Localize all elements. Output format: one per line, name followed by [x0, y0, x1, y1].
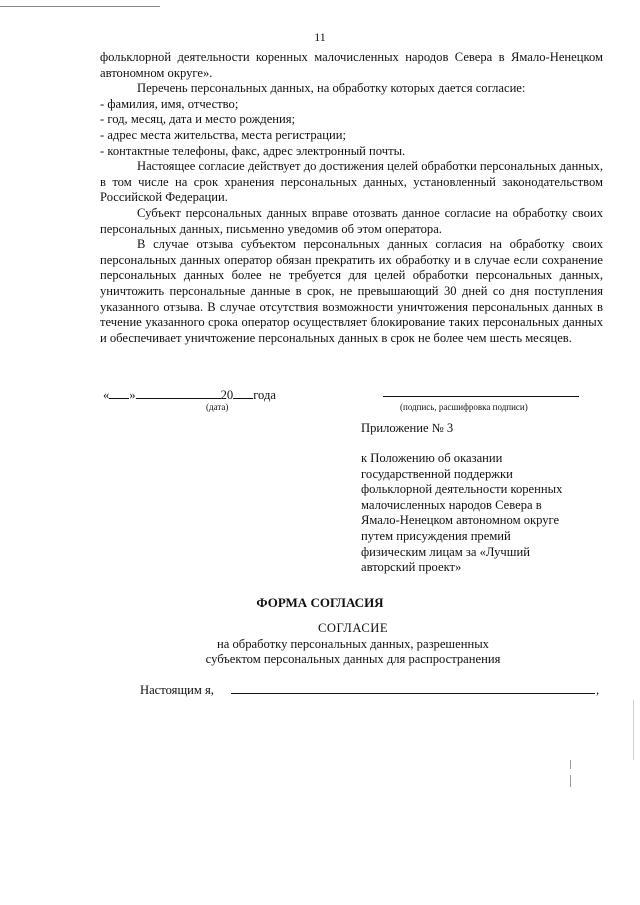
signature-caption: (подпись, расшифровка подписи) [400, 402, 528, 412]
year-prefix: 20 [220, 388, 234, 402]
appendix-reference [361, 451, 621, 576]
form-title: ФОРМА СОГЛАСИЯ [256, 595, 384, 610]
appendix-line: государственной поддержки [361, 466, 513, 481]
page-number: 11 [314, 30, 326, 44]
appendix-title-text: Приложение № 3 [361, 421, 454, 435]
scan-edge-mark [633, 700, 634, 760]
document-body [100, 50, 603, 346]
appendix-line: фольклорной деятельности коренных [361, 482, 563, 497]
year-suffix: года [253, 388, 276, 402]
appendix-line: авторский проект» [361, 560, 462, 575]
appendix-line: малочисленных народов Севера в [361, 497, 542, 512]
scan-mark [570, 775, 571, 787]
quote-close: » [129, 388, 136, 402]
i-hereby-label: Настоящим я, [140, 683, 214, 697]
list-item: - фамилия, имя, отчество; [100, 96, 239, 111]
month-blank [136, 387, 221, 399]
consent-subtitle: на обработку персональных данных, разрешенных [217, 636, 489, 651]
date-field [103, 387, 276, 403]
year-blank [233, 387, 253, 399]
quote-open: « [103, 388, 110, 402]
signature-line [383, 396, 579, 397]
appendix-title [361, 421, 621, 437]
list-item: - контактные телефоны, факс, адрес электронный почты. [100, 143, 406, 158]
list-item: - год, месяц, дата и место рождения; [100, 112, 296, 127]
paragraph: фольклорной деятельности коренных малочисленных народов Севера в Ямало-Ненецком автономном округе». [100, 50, 603, 80]
list-item: - адрес места жительства, места регистрации; [100, 127, 346, 142]
scan-mark [570, 760, 571, 769]
paragraph: Перечень персональных данных, на обработку которых дается согласие: [137, 81, 526, 96]
name-blank-line [231, 693, 595, 694]
appendix-line: путем присуждения премий [361, 528, 511, 543]
paragraph: Субъект персональных данных вправе отозвать данное согласие на обработку своих персональных данных, письменно уведомив об этом оператора. [100, 205, 603, 236]
appendix-line: Ямало-Ненецком автономном округе [361, 513, 560, 528]
consent-title: СОГЛАСИЕ [317, 621, 389, 635]
name-comma: , [596, 683, 600, 697]
appendix-line: физическим лицам за «Лучший [361, 544, 530, 559]
paragraph: Настоящее согласие действует до достижения целей обработки персональных данных, в том числе на срок хранения персональных данных, установленный законодательством Российской Федерации. [100, 159, 603, 205]
appendix-line: к Положению об оказании [361, 451, 503, 465]
date-caption: (дата) [206, 402, 229, 412]
consent-heading [0, 621, 640, 668]
consent-subtitle: субъектом персональных данных для распространения [205, 652, 501, 667]
paragraph: В случае отзыва субъектом персональных данных согласия на обработку своих персональных данных оператор обязан прекратить их обработку и в случае если сохранение персональных данных более не требуется для целей обработки персональных данных, уничтожить персональные данные в срок, не превышающий 30 дней со дня поступления указанного отзыва. В случае отсутствия возможности уничтожения персональных данных в течение указанного срока оператор осуществляет блокирование таких персональных данных и обеспечивает уничтожение персональных данных в срок не более чем шесть месяцев. [100, 237, 603, 345]
scan-edge-line [0, 6, 160, 7]
day-blank [109, 387, 129, 399]
